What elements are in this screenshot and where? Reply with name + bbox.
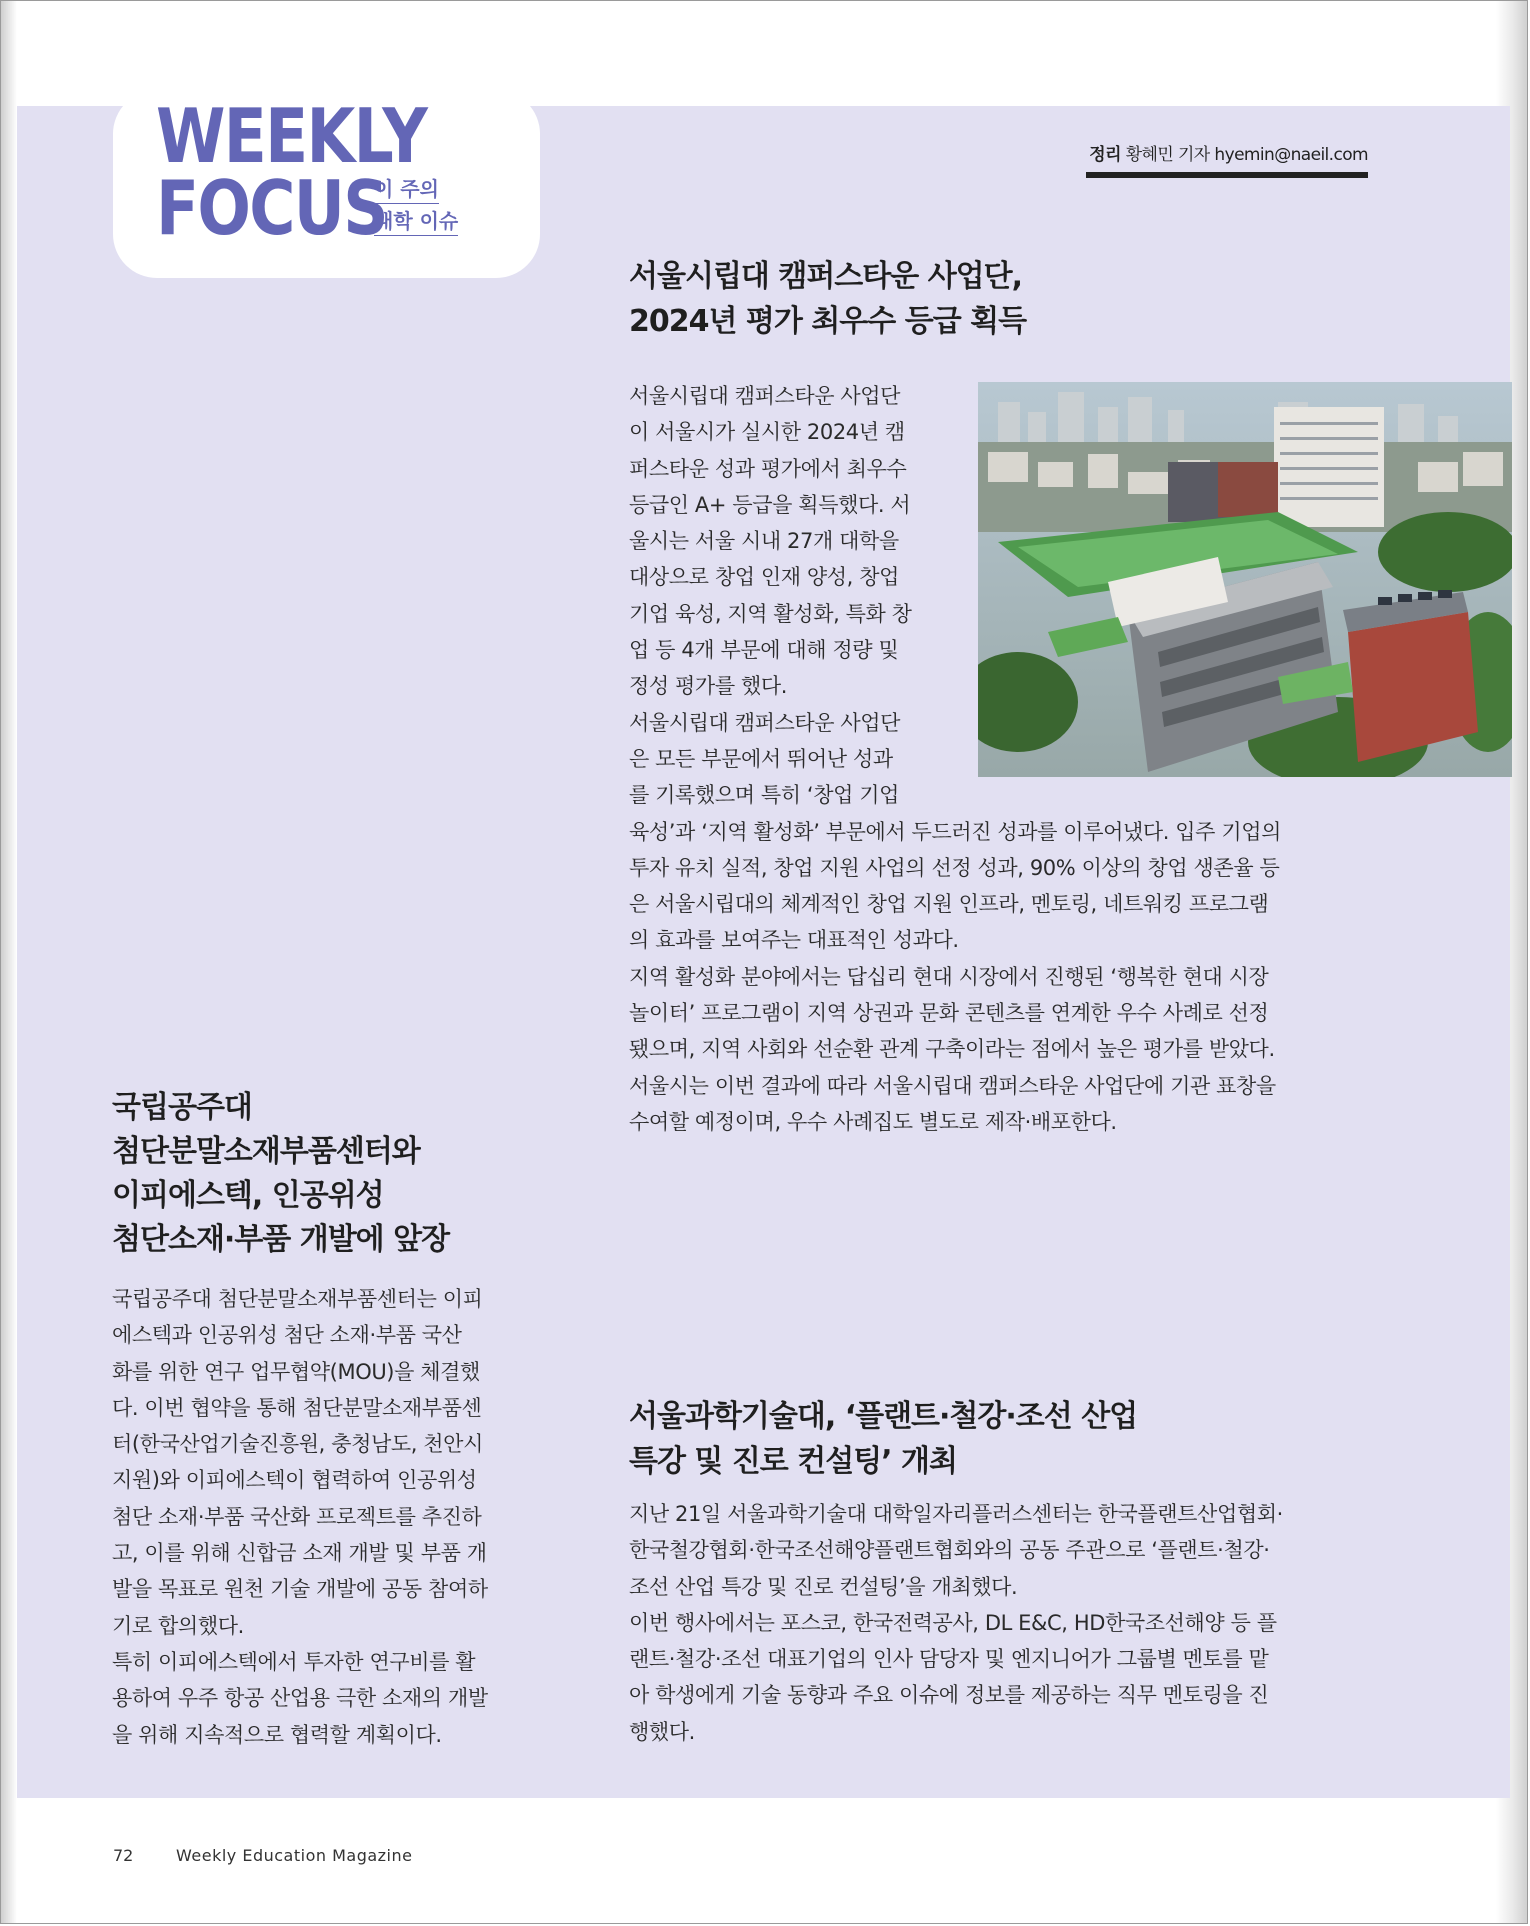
- headline-line: 국립공주대: [112, 1090, 252, 1125]
- body-line: 기업 육성, 지역 활성화, 특화 창: [629, 601, 912, 626]
- headline-line: 특강 및 진로 컨설팅’ 개최: [629, 1444, 957, 1479]
- article3-headline: [629, 1394, 1137, 1484]
- body-line: 수여할 예정이며, 우수 사례집도 별도로 제작·배포한다.: [629, 1109, 1117, 1134]
- body-line: 조선 산업 특강 및 진로 컨설팅’을 개최했다.: [629, 1574, 1018, 1599]
- article2-headline: [112, 1086, 449, 1262]
- body-line: 서울시립대 캠퍼스타운 사업단: [629, 384, 901, 408]
- logo-subtitle-2: 대학 이슈: [374, 208, 458, 236]
- body-line: 다. 이번 협약을 통해 첨단분말소재부품센: [112, 1395, 482, 1420]
- byline: [1086, 140, 1368, 165]
- headline-line: 이피에스텍, 인공위성: [112, 1178, 384, 1213]
- byline-bar: [1086, 172, 1368, 178]
- body-line: 등급인 A+ 등급을 획득했다. 서: [629, 492, 911, 517]
- headline-line: 서울과학기술대, ‘플랜트·철강·조선 산업: [629, 1399, 1138, 1434]
- body-line: 특히 이피에스텍에서 투자한 연구비를 활: [112, 1649, 476, 1674]
- body-line: 대상으로 창업 인재 양성, 창업: [629, 565, 900, 590]
- body-line: 한국철강협회·한국조선해양플랜트협회와의 공동 주관으로 ‘플랜트·철강·: [629, 1538, 1270, 1563]
- body-line: 투자 유치 실적, 창업 지원 사업의 선정 성과, 90% 이상의 창업 생존율 등: [629, 855, 1280, 880]
- byline-label: 정리: [1089, 145, 1121, 165]
- body-line: 에스텍과 인공위성 첨단 소재·부품 국산: [112, 1323, 462, 1348]
- article1-body: [629, 378, 1281, 1140]
- body-line: 터(한국산업기술진흥원, 충청남도, 천안시: [112, 1432, 483, 1457]
- headline-line: 서울시립대 캠퍼스타운 사업단,: [629, 259, 1023, 294]
- body-line: 을 위해 지속적으로 협력할 계획이다.: [112, 1722, 442, 1747]
- article2-body: [112, 1281, 488, 1753]
- body-line: 고, 이를 위해 신합금 소재 개발 및 부품 개: [112, 1541, 487, 1566]
- body-line: 지난 21일 서울과학기술대 대학일자리플러스센터는 한국플랜트산업협회·: [629, 1502, 1283, 1526]
- body-line: 이번 행사에서는 포스코, 한국전력공사, DL E&C, HD한국조선해양 등 플: [629, 1610, 1277, 1635]
- body-line: 의 효과를 보여주는 대표적인 성과다.: [629, 928, 959, 953]
- body-line: 지역 활성화 분야에서는 답십리 현대 시장에서 진행된 ‘행복한 현대 시장: [629, 964, 1269, 989]
- headline-line: 2024년 평가 최우수 등급 획득: [629, 304, 1027, 339]
- body-line: 서울시는 이번 결과에 따라 서울시립대 캠퍼스타운 사업단에 기관 표창을: [629, 1073, 1276, 1098]
- body-line: 육성’과 ‘지역 활성화’ 부문에서 두드러진 성과를 이루어냈다. 입주 기업의: [629, 819, 1281, 844]
- body-line: 기로 합의했다.: [112, 1613, 244, 1638]
- logo-weekly: WEEKLY: [156, 92, 427, 180]
- body-line: 랜트·철강·조선 대표기업의 인사 담당자 및 엔지니어가 그룹별 멘토를 맡: [629, 1647, 1269, 1672]
- body-line: 첨단 소재·부품 국산화 프로젝트를 추진하: [112, 1504, 482, 1529]
- body-line: 지원)와 이피에스텍이 협력하여 인공위성: [112, 1468, 477, 1493]
- magazine-name: Weekly Education Magazine: [176, 1846, 413, 1865]
- body-line: 놀이터’ 프로그램이 지역 상권과 문화 콘텐츠를 연계한 우수 사례로 선정: [629, 1001, 1269, 1026]
- body-line: 용하여 우주 항공 산업용 극한 소재의 개발: [112, 1686, 488, 1711]
- article1-headline: [629, 254, 1026, 344]
- body-line: 정성 평가를 했다.: [629, 674, 788, 699]
- body-line: 를 기록했으며 특히 ‘창업 기업: [629, 783, 900, 808]
- body-line: 울시는 서울 시내 27개 대학을: [629, 529, 899, 554]
- body-line: 됐으며, 지역 사회와 선순환 관계 구축이라는 점에서 높은 평가를 받았다.: [629, 1037, 1275, 1062]
- body-line: 화를 위한 연구 업무협약(MOU)을 체결했: [112, 1359, 480, 1384]
- body-line: 업 등 4개 부문에 대해 정량 및: [629, 638, 899, 663]
- body-line: 발을 목표로 원천 기술 개발에 공동 참여하: [112, 1577, 488, 1602]
- body-line: 서울시립대 캠퍼스타운 사업단: [629, 710, 901, 735]
- page-number: 72: [113, 1846, 134, 1865]
- body-line: 아 학생에게 기술 동향과 주요 이슈에 정보를 제공하는 직무 멘토링을 진: [629, 1683, 1269, 1708]
- body-line: 은 모든 부문에서 뛰어난 성과: [629, 746, 893, 771]
- article3-body: [629, 1496, 1283, 1750]
- logo-focus: FOCUS: [156, 164, 387, 252]
- body-line: 이 서울시가 실시한 2024년 캠: [629, 420, 905, 445]
- body-line: 퍼스타운 성과 평가에서 최우수: [629, 456, 907, 481]
- body-line: 은 서울시립대의 체계적인 창업 지원 인프라, 멘토링, 네트워킹 프로그램: [629, 892, 1269, 917]
- body-line: 행했다.: [629, 1719, 695, 1744]
- body-line: 국립공주대 첨단분말소재부품센터는 이피: [112, 1287, 483, 1311]
- byline-text: 황혜민 기자 hyemin@naeil.com: [1125, 145, 1368, 165]
- headline-line: 첨단소재·부품 개발에 앞장: [112, 1222, 450, 1257]
- headline-line: 첨단분말소재부품센터와: [112, 1134, 420, 1169]
- logo-subtitle-1: 이 주의: [374, 176, 439, 204]
